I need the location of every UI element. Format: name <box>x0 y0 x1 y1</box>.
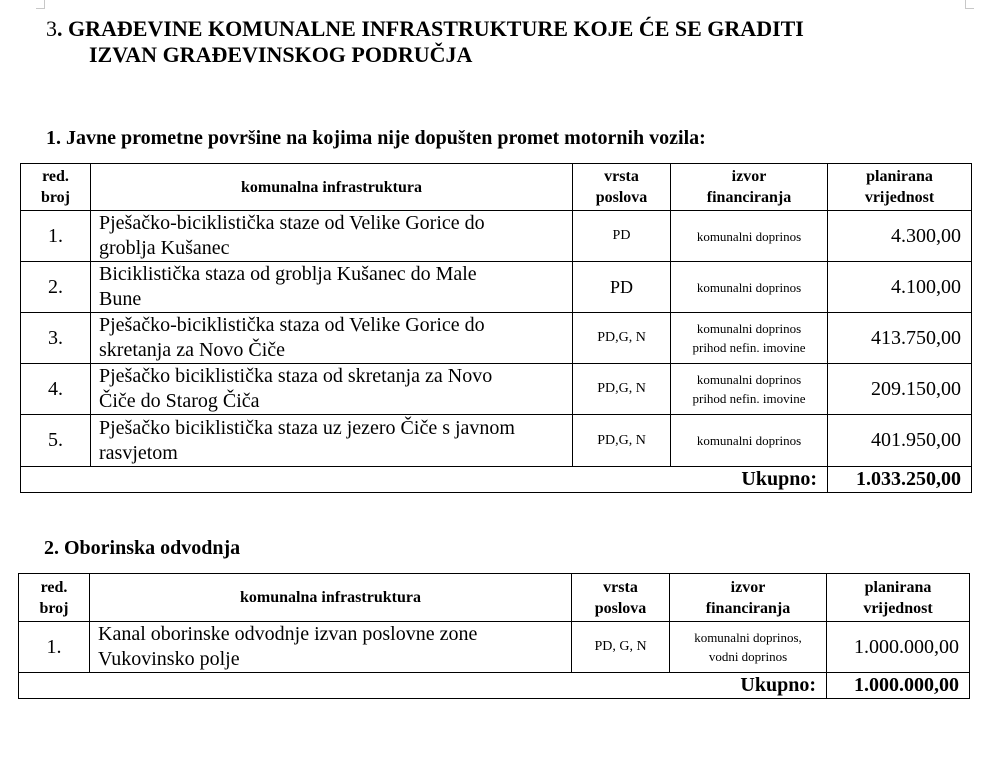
total-label: Ukupno: <box>21 467 828 493</box>
header-red-broj: red. broj <box>19 574 90 622</box>
row-infrastructure: Biciklistička staza od groblja Kušanec do Male Bune <box>91 262 573 313</box>
row-work-type: PD, G, N <box>572 622 670 673</box>
row-planned-value: 1.000.000,00 <box>827 622 970 673</box>
section2-heading: 2. Oborinska odvodnja <box>44 537 241 559</box>
row-number: 1. <box>21 211 91 262</box>
section1-table <box>20 163 972 493</box>
section2-table <box>18 573 970 699</box>
header-komunalna-infrastruktura: komunalna infrastruktura <box>91 164 573 211</box>
title-line-1: . GRAĐEVINE KOMUNALNE INFRASTRUKTURE KOJE ĆE SE GRADITI <box>57 16 804 41</box>
row-work-type: PD <box>573 262 671 313</box>
header-vrsta-poslova: vrsta poslova <box>572 574 670 622</box>
row-number: 4. <box>21 364 91 415</box>
row-infrastructure: Kanal oborinske odvodnje izvan poslovne zone Vukovinsko polje <box>90 622 572 673</box>
header-vrsta-poslova: vrsta poslova <box>573 164 671 211</box>
document-title <box>46 16 946 68</box>
total-value: 1.000.000,00 <box>827 673 970 699</box>
table-row <box>21 211 972 262</box>
row-infrastructure: Pješačko biciklistička staza uz jezero Čiče s javnom rasvjetom <box>91 415 573 467</box>
header-izvor-financiranja: izvor financiranja <box>671 164 828 211</box>
total-label: Ukupno: <box>19 673 827 699</box>
row-infrastructure: Pješačko-biciklistička staza od Velike Gorice do skretanja za Novo Čiče <box>91 313 573 364</box>
row-work-type: PD <box>573 211 671 262</box>
total-value: 1.033.250,00 <box>828 467 972 493</box>
row-number: 2. <box>21 262 91 313</box>
header-izvor-financiranja: izvor financiranja <box>670 574 827 622</box>
table-row <box>21 415 972 467</box>
row-planned-value: 413.750,00 <box>828 313 972 364</box>
row-funding-source: komunalni doprinos <box>671 415 828 467</box>
row-planned-value: 4.100,00 <box>828 262 972 313</box>
row-work-type: PD,G, N <box>573 364 671 415</box>
total-row <box>19 673 970 699</box>
table-row <box>21 364 972 415</box>
table-header-row <box>21 164 972 211</box>
row-number: 5. <box>21 415 91 467</box>
page-corner-mark-right <box>965 0 974 9</box>
row-funding-source: komunalni doprinos <box>671 211 828 262</box>
row-number: 3. <box>21 313 91 364</box>
row-funding-source: komunalni doprinos, vodni doprinos <box>670 622 827 673</box>
row-infrastructure: Pješačko biciklistička staza od skretanja za Novo Čiče do Starog Čiča <box>91 364 573 415</box>
title-number: 3 <box>46 16 57 41</box>
row-planned-value: 4.300,00 <box>828 211 972 262</box>
header-red-broj: red. broj <box>21 164 91 211</box>
row-number: 1. <box>19 622 90 673</box>
table-row <box>21 313 972 364</box>
page-corner-mark-left <box>36 0 45 9</box>
header-komunalna-infrastruktura: komunalna infrastruktura <box>90 574 572 622</box>
header-planirana-vrijednost: planirana vrijednost <box>828 164 972 211</box>
section1-heading: 1. Javne prometne površine na kojima nije dopušten promet motornih vozila: <box>46 127 706 149</box>
row-work-type: PD,G, N <box>573 313 671 364</box>
row-funding-source: komunalni doprinos <box>671 262 828 313</box>
row-planned-value: 401.950,00 <box>828 415 972 467</box>
header-planirana-vrijednost: planirana vrijednost <box>827 574 970 622</box>
table-row <box>21 262 972 313</box>
title-line-2: IZVAN GRAĐEVINSKOG PODRUČJA <box>89 42 473 67</box>
row-work-type: PD,G, N <box>573 415 671 467</box>
total-row <box>21 467 972 493</box>
row-infrastructure: Pješačko-biciklistička staze od Velike Gorice do groblja Kušanec <box>91 211 573 262</box>
table-header-row <box>19 574 970 622</box>
row-funding-source: komunalni doprinos prihod nefin. imovine <box>671 364 828 415</box>
row-funding-source: komunalni doprinos prihod nefin. imovine <box>671 313 828 364</box>
row-planned-value: 209.150,00 <box>828 364 972 415</box>
table-row <box>19 622 970 673</box>
